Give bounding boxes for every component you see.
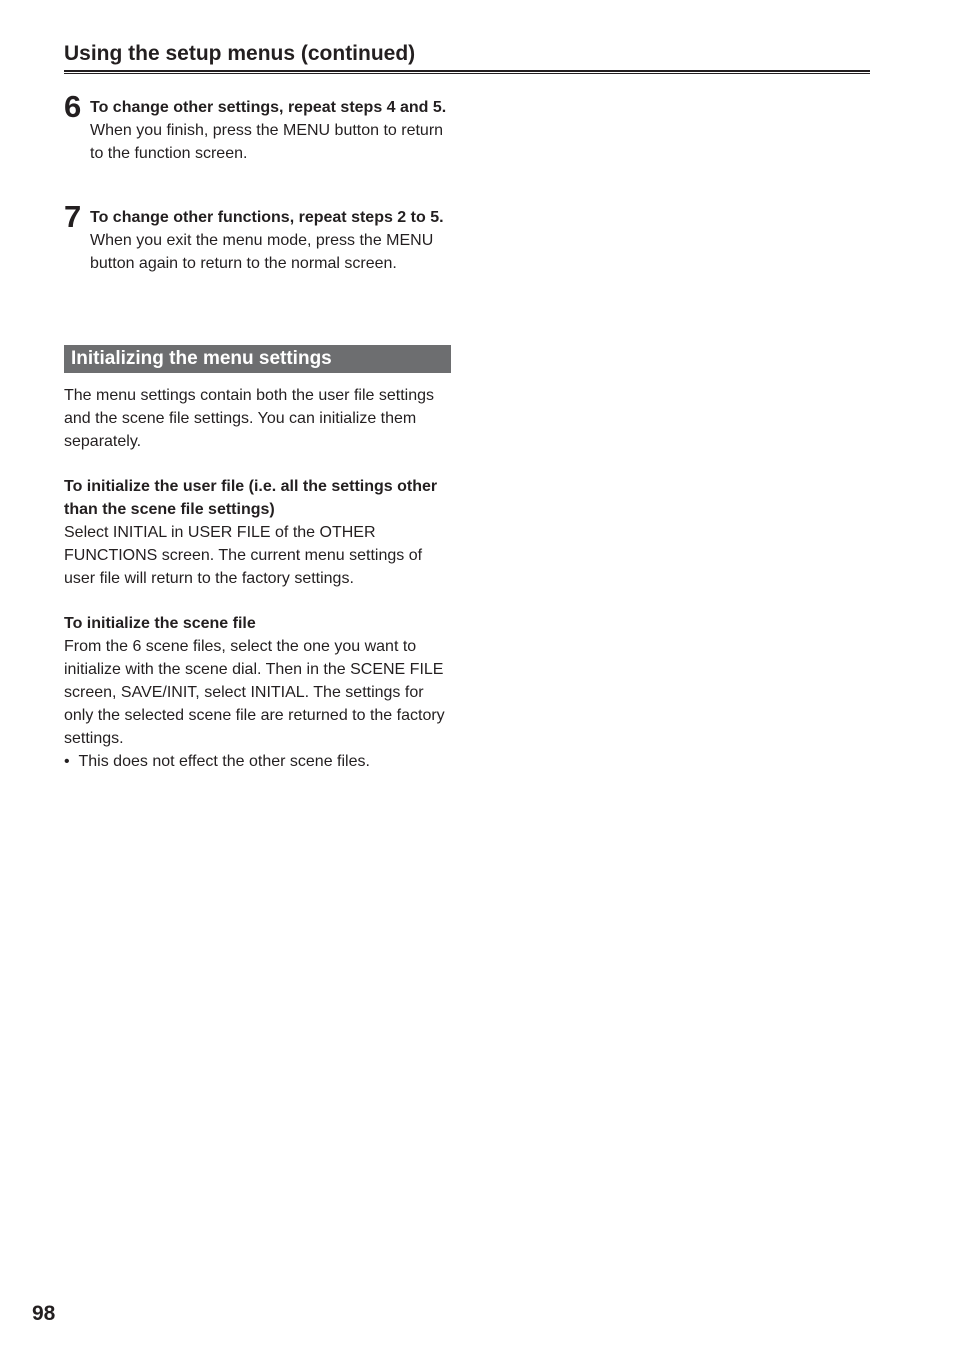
user-file-block bbox=[64, 475, 452, 590]
step-title: To change other settings, repeat steps 4 and 5. bbox=[90, 99, 447, 116]
page-title: Using the setup menus (continued) bbox=[64, 42, 416, 65]
bullet-item: • This does not effect the other scene files. bbox=[64, 753, 370, 770]
section-intro: The menu settings contain both the user file settings and the scene file settings. You can initialize them separately. bbox=[64, 387, 434, 450]
scene-file-block bbox=[64, 612, 452, 773]
header-rule bbox=[64, 70, 870, 75]
step-7 bbox=[64, 199, 454, 275]
step-text: When you exit the menu mode, press the MENU button again to return to the normal screen. bbox=[90, 232, 434, 272]
step-number: 7 bbox=[64, 199, 82, 234]
bullet-text: This does not effect the other scene files. bbox=[78, 753, 370, 770]
user-file-text: Select INITIAL in USER FILE of the OTHER FUNCTIONS screen. The current menu settings of user file will return to the factory settings. bbox=[64, 524, 423, 587]
scene-file-heading: To initialize the scene file bbox=[64, 615, 256, 632]
section-heading: Initializing the menu settings bbox=[64, 345, 451, 373]
user-file-heading: To initialize the user file (i.e. all the settings other than the scene file settings) bbox=[64, 478, 438, 518]
step-title: To change other functions, repeat steps 2 to 5. bbox=[90, 209, 444, 226]
step-number: 6 bbox=[64, 89, 82, 124]
page-number: 98 bbox=[32, 1302, 56, 1325]
step-text: When you finish, press the MENU button to return to the function screen. bbox=[90, 122, 444, 162]
scene-file-text: From the 6 scene files, select the one you want to initialize with the scene dial. Then in the SCENE FILE screen, SAVE/INIT, select INITIAL. The settings for only the selected scene file are returned to the factory settings. bbox=[64, 638, 445, 747]
step-6 bbox=[64, 89, 454, 165]
